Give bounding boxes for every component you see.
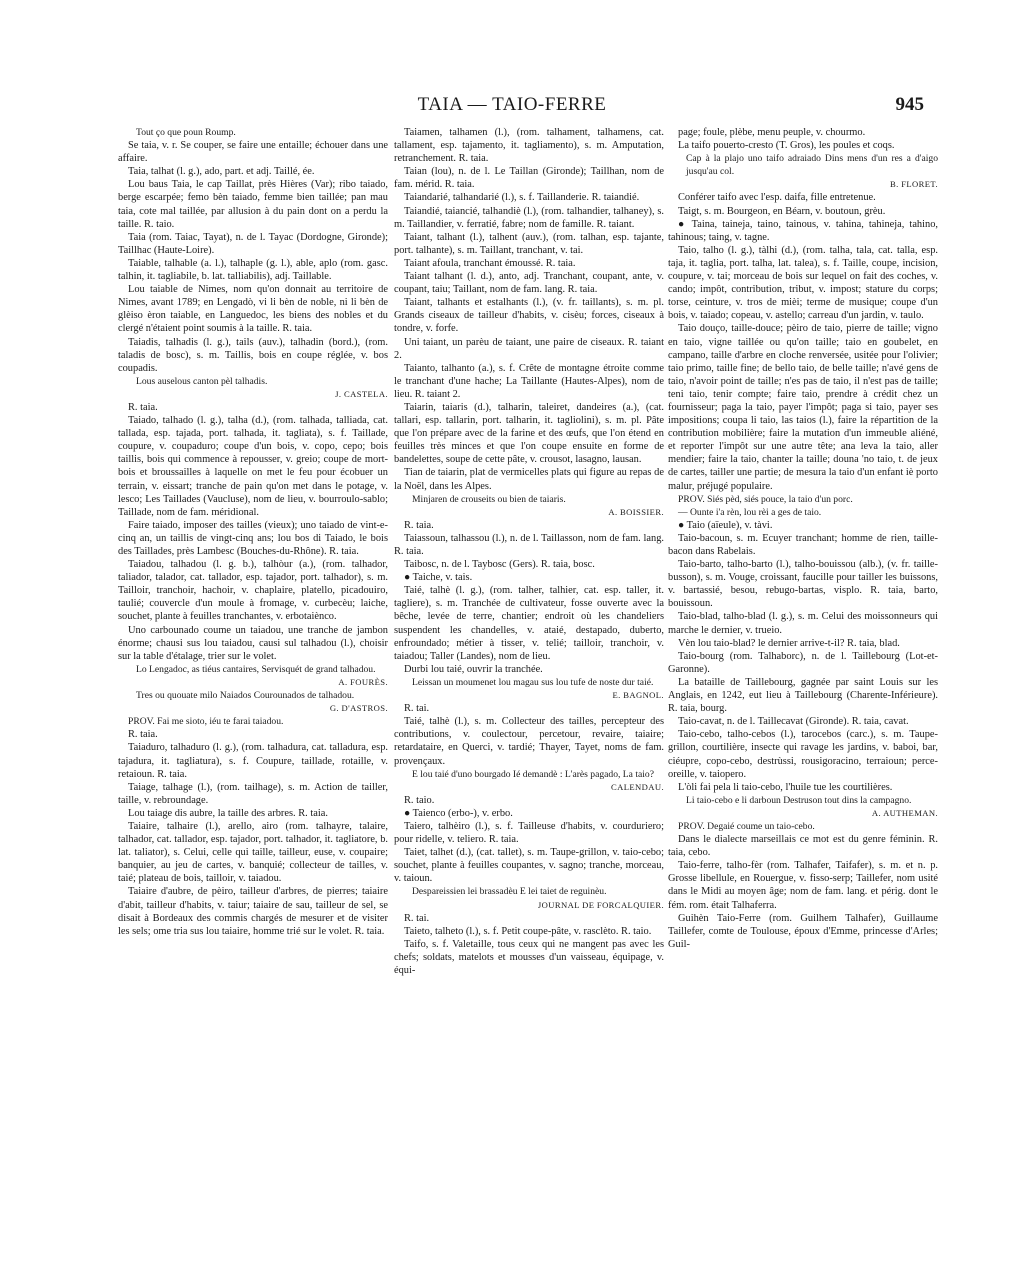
dictionary-entry: Vèn lou taio-blad? le dernier arrive-t-il? R. taia, blad. <box>678 637 900 649</box>
dictionary-entry: Taifo, s. f. Valetaille, tous ceux qui ne mangent pas avec les chefs; soldats, matelots et mousses d'un vaisseau, équipage, v. équi- <box>394 938 664 976</box>
dictionary-entry: Taiet, talhet (d.), (cat. tallet), s. m. Taupe-grillon, v. taio-cebo; souchet, plante à feuilles coupantes, v. sagno; tranche, morceau, v. taioun. <box>394 847 664 885</box>
dictionary-entry: R. taia. <box>404 519 434 531</box>
dictionary-entry: Taio-barto, talho-barto (l.), talho-bouissou (alb.), (v. fr. taille-busson), s. m. Vouge, croissant, faucille pour tailler les buissons, v. bartassié, besou, rebugo-bartas, visplo. R. taia, barto, bouissoun. <box>668 559 938 610</box>
dictionary-entry: Taiable, talhable (a. l.), talhaple (g. l.), able, aplo (rom. gasc. talhin, it. tagliabile, b. lat. talliabilis), adj. Taillable. <box>118 257 388 283</box>
verse-quotation: Tout ço que poun Roump. <box>136 127 236 138</box>
dictionary-entry: Taiaire d'aubre, de pèiro, tailleur d'arbres, de pierres; taiaire d'abit, tailleur d'habits, v. taiur; taiaire de sau, tailleur de sel, se disait à Bordeaux des commis chargés de mesurer et de visiter les sels; ome tria sus lou taiaire, homme trié sur le volet. R. taia. <box>118 886 388 937</box>
dictionary-entry: Taié, talhè (l. g.), (rom. talher, talhier, cat. esp. taller, it. tagliere), s. m. Tranchée de cultivateur, fosse ouverte avec la bêche, levée de terre, chantier; endroit où les chandeliers suspendent les chandelles, v. ataié, destapado, duberto, enfroundado; métier à tisser, v. telié; tailloir, tranchoir, v. taiadou; Taller (Landes), nom de lieu. <box>394 585 664 662</box>
verse-quotation: Tres ou quouate milo Naiados Courounados de talhadou. <box>136 690 355 702</box>
dictionary-entry: ● Taina, taineja, taino, tainous, v. tahina, tahineja, tahino, tahinous; taing, v. tagne. <box>668 218 938 243</box>
verse-quotation: Lo Lengadoc, as tiéus cantaires, Servisquét de grand talhadou. <box>136 663 376 675</box>
dictionary-entry: Taiant, talhants et estalhants (l.), (v. fr. taillants), s. m. pl. Grands ciseaux de tailleur d'habits, v. cisèu; forces, ciseaux à tondre, v. forfe. <box>394 297 664 335</box>
dictionary-entry: R. tai. <box>404 912 430 924</box>
dictionary-entry: Taiarin, taiaris (d.), talharin, taleiret, dandeires (a.), (cat. tallari, esp. tallarin, port. talharin, it. tagliolini), s. m. pl. Pâte que l'on prépare avec de la farine et des œufs, que l'on étend en feuilles très minces et que l'on coupe ensuite en forme de bandelettes, soupe de cette pâte, v. crousot, lasagno, lausan. <box>394 401 664 466</box>
dictionary-entry: Se taia, v. r. Se couper, se faire une entaille; échouer dans une affaire. <box>118 140 388 165</box>
dictionary-entry: Taiamen, talhamen (l.), (rom. talhament, talhamens, cat. tallament, esp. tajamento, it. tagliamento), s. m. Amputation, retranchement. R. taia. <box>394 127 664 165</box>
dictionary-entry: R. tai. <box>404 703 430 715</box>
dictionary-entry: Taiant talhant (l. d.), anto, adj. Tranchant, coupant, ante, v. coupant, taiu; Taillant, nom de fam. lang. R. taia. <box>394 271 664 296</box>
dictionary-entry: Lou baus Taia, le cap Taillat, près Hières (Var); ribo taiado, berge escarpée; femo bèn taiado, femme bien taillée; pan mau taia, cote mal taillée, par allusion à du pain dont on a perdu la taille. R. taio. <box>118 179 388 230</box>
dictionary-entry: Taiadis, talhadis (l. g.), tails (auv.), talhadin (bord.), (rom. taladis de bosc), s. m. Taillis, bois en coupe réglée, v. bos coupadis. <box>118 336 388 374</box>
dictionary-entry: Taian (lou), n. de l. Le Taillan (Gironde); Taillhan, nom de fam. mérid. R. taia. <box>394 166 664 191</box>
dictionary-entry: Taiaduro, talhaduro (l. g.), (rom. talhadura, cat. talladura, esp. tajadura, it. tagliatura), s. f. Coupure, taillade, rotaille, v. retaioun. R. taia. <box>118 742 388 780</box>
dictionary-entry: R. taia. <box>128 729 158 741</box>
dictionary-entry: Taio douço, taille-douce; pèiro de taio, pierre de taille; vigno en taio, vigne taillée ou qu'on taille; taio en goubelet, en campano, taille d'arbre en cloche renversée, usitée pour l'olivier; taio primo, taille fine; de bello taio, de belle taille; n'avé gens de taio, n'avoir point de taille; n'es pas de taio, il n'est pas de taille; teni taio, tenir compte; faire taio, prendre à crédit chez un fournisseur; paga la taio, payer l'impôt; paga si taio, payer ses impositions; coupa li taio, las taios (l.), faire la répartition de la contribution mobilière; faire la mutation d'un immeuble aliéné, et reporter l'impôt sur une autre tête; ana leva la taio, aller mendier; faire la taio, chanter la taille; douna 'no taio, t. de jeux de cartes, tailler une partie; de mesura la taio d'un enfant iè porto malur, préjugé populaire. <box>668 323 938 492</box>
dictionary-entry: Taianto, talhanto (a.), s. f. Crête de montagne étroite comme le tranchant d'une hache; La Taillante (Hautes-Alpes), nom de lieu. R. taiant 2. <box>394 362 664 400</box>
dictionary-column-left <box>118 126 388 1246</box>
dictionary-entry: Taieto, talheto (l.), s. f. Petit coupe-pâte, v. rasclèto. R. taio. <box>404 925 652 937</box>
dictionary-entry: La bataille de Taillebourg, gagnée par saint Louis sur les Anglais, en 1242, eut lieu à Taillebourg (Charente-Inférieure). R. taia, bourg. <box>668 676 938 715</box>
dictionary-entry: Taio-bacoun, s. m. Ecuyer tranchant; homme de rien, taille-bacon dans Rabelais. <box>668 532 938 557</box>
verse-quotation: Cap à la plajo uno taifo adraiado Dins mens d'un res a d'aigo jusqu'au col. <box>686 153 938 178</box>
verse-quotation: E lou taié d'uno bourgado Ié demandè : L'arès pagado, La taio? <box>412 768 654 780</box>
dictionary-entry: Taiero, talhèiro (l.), s. f. Tailleuse d'habits, v. courduriero; pour ridelle, v. teliero. R. taia. <box>394 820 664 846</box>
verse-quotation: Lous auselous canton pèl talhadis. <box>136 375 268 387</box>
dictionary-entry: Taio-ferre, talho-fèr (rom. Talhafer, Taifafer), s. m. et n. p. Grosse libellule, en Rouergue, v. fisso-serp; Taillefer, nom usité dans le Midi au moyen âge; nom de fam. lang. et périg. dont le fém. rom. était Talhaferra. <box>668 860 938 911</box>
verse-quotation: Despareissien lei brassadèu E lei taiet de reguinèu. <box>412 886 607 898</box>
quotation-attribution: A. BOISSIER. <box>608 506 664 517</box>
dictionary-entry: Taiage, talhage (l.), (rom. tailhage), s. m. Action de tailler, taille, v. rebroundage. <box>118 781 388 806</box>
dictionary-entry: ● Taio (aïeule), v. tàvi. <box>678 519 773 531</box>
dictionary-entry: Uni taiant, un parèu de taiant, une paire de ciseaux. R. taiant 2. <box>394 336 664 361</box>
dictionary-column-middle <box>394 126 664 1246</box>
dictionary-entry: Dans le dialecte marseillais ce mot est du genre féminin. R. taia, cebo. <box>668 834 938 859</box>
dictionary-entry: Taio-bourg (rom. Talhaborc), n. de l. Taillebourg (Lot-et-Garonne). <box>668 650 938 675</box>
quotation-attribution: CALENDAU. <box>610 781 664 792</box>
dictionary-entry: Durbi lou taié, ouvrir la tranchée. <box>404 663 543 675</box>
dictionary-entry: Faire taiado, imposer des tailles (vieux); uno taiado de vint-e-cinq an, un taillis de vingt-cinq ans; lou bos di Taiado, le bois des Taillades, près Lambesc (Bouches-du-Rhône). R. taia. <box>118 519 388 557</box>
dictionary-entry: Taiant afoula, tranchant émoussé. R. taia. <box>404 257 576 269</box>
dictionary-entry: Taibosc, n. de l. Taybosc (Gers). R. taia, bosc. <box>404 559 595 571</box>
dictionary-entry: Taio, talho (l. g.), tàlhi (d.), (rom. talha, tala, cat. talla, esp. taja, it. taglia, port. talha, lat. talea), s. f. Taille, coupe, incision, coupure, v. tai; morceau de bois sur lequel on fait des coches, v. cando; impôt, contribution, tribut, v. impost; stature du corps; torse, ceinture, v. tros de mièi; terme de musique; coupe d'un bois, v. taiado; copeau, v. astello; carreau d'un jardin, v. taulo. <box>668 244 938 322</box>
dictionary-entry: ● Taiche, v. tais. <box>404 572 473 584</box>
dictionary-entry: Uno carbounado coume un taiadou, une tranche de jambon énorme; chausi sus lou taiadou, causi sul talhadou (l.), choisir sur la table d'étalage, trier sur le volet. <box>118 624 388 662</box>
page-header <box>0 94 1024 122</box>
verse-quotation: Leissan un moumenet lou magau sus lou tufe de noste dur taié. <box>412 676 654 688</box>
proverb: PROV. Fai me sioto, iéu te farai taiadou. <box>128 716 284 728</box>
dictionary-entry: Taiant, talhant (l.), talhent (auv.), (rom. talhan, esp. tajante, port. talhante), s. m. Taillant, tranchant, v. tai. <box>394 231 664 256</box>
verse-quotation: Minjaren de crouseits ou bien de taiaris. <box>412 493 566 505</box>
dictionary-entry: Tian de taiarin, plat de vermicelles plats qui figure au repas de la Noël, dans les Alpes. <box>394 467 664 492</box>
dictionary-entry: Taia (rom. Taiac, Tayat), n. de l. Tayac (Dordogne, Gironde); Taillhac (Haute-Loire). <box>118 231 388 256</box>
quotation-attribution: A. FOURÈS. <box>338 676 388 687</box>
dictionary-entry: Taié, talhè (l.), s. m. Collecteur des tailles, percepteur des contributions, v. coulectour, percetour, revaire, taiaire; retardataire, en Querci, v. tardié; Thayer, Tayet, noms de fam. provençaux. <box>394 716 664 767</box>
quotation-attribution: A. AUTHEMAN. <box>871 807 938 818</box>
dictionary-entry: Lou taiage dis aubre, la taille des arbres. R. taia. <box>128 807 328 819</box>
dictionary-entry: La taifo pouerto-cresto (T. Gros), les poules et coqs. <box>678 140 895 152</box>
quotation-attribution: JOURNAL DE FORCALQUIER. <box>537 899 664 910</box>
dictionary-entry: ● Taienco (erbo-), v. erbo. <box>404 807 513 819</box>
dictionary-entry: Taiandarié, talhandarié (l.), s. f. Taillanderie. R. taiandié. <box>404 192 640 204</box>
dictionary-entry: R. taio. <box>404 794 435 806</box>
dictionary-entry: Taiadou, talhadou (l. g. b.), talhòur (a.), (rom. talhador, taliador, talador, cat. tallador, esp. tajador, port. talhador), s. m. Tailloir, tranchoir, hachoir, v. chaplaire, platello, picadouiro, taulié; couvercle d'un moule à fromage, v. curbecèu; laiche, souchet, plante à feuilles tranchantes, v. erbotaiènco. <box>118 559 388 623</box>
dictionary-entry: L'òli fai pela li taio-cebo, l'huile tue les courtilières. <box>678 781 893 793</box>
verse-quotation: Li taio-cebo e li darboun Destruson tout dins la campagno. <box>686 794 912 806</box>
proverb: PROV. Degaié coume un taio-cebo. <box>678 820 815 832</box>
dictionary-entry: Taiaire, talhaire (l.), arello, airo (rom. talhayre, talaire, talhador, cat. tallador, esp. tajador, port. talhador, it. tagliatore, b. lat. taliator), s. Celui, celle qui taille, tailleur, euse, v. coupaire; banquier, au jeu de cartes, v. banquié; collecteur de tailles, v. taié; plateau de bois, tailloir, v. taiadou. <box>118 820 388 885</box>
dictionary-entry: page; foule, plèbe, menu peuple, v. chourmo. <box>678 127 866 138</box>
dictionary-column-right <box>668 126 938 1246</box>
dictionary-entry: R. taia. <box>128 401 158 413</box>
dictionary-entry: Taio-blad, talho-blad (l. g.), s. m. Celui des moissonneurs qui marche le dernier, v. trueio. <box>668 611 938 636</box>
proverb: — Ounte i'a rèn, lou rèi a ges de taio. <box>678 506 822 518</box>
quotation-attribution: J. CASTELA. <box>335 388 388 399</box>
dictionary-entry: Conférer taifo avec l'esp. daifa, fille entretenue. <box>678 192 876 204</box>
dictionary-entry: Taiandié, taiancié, talhandiè (l.), (rom. talhandier, talhaney), s. m. Taillandier, v. ferratié, fabre; nom de famille. R. taiant. <box>394 205 664 230</box>
dictionary-entry: Taigt, s. m. Bourgeon, en Béarn, v. boutoun, grèu. <box>678 205 886 217</box>
dictionary-entry: Taiado, talhado (l. g.), talha (d.), (rom. talhada, talliada, cat. tallada, esp. tajada, port. talhada, it. tagliata), s. f. Taillade, coupure, v. coupaduro; coupe d'un bois, v. copo, cepo; bois taillis, bois qui commence à repousser, v. greio; coupe de mort-bois et broussailles à laquelle on met le feu pour écobuer un terrain, v. eissart; tranche de pain qu'on met dans le potage, v. lesco; Les Taillades (Vaucluse), nom de lieu, v. bourroulo-sablo; Taillade, nom de fam. méridional. <box>118 415 388 518</box>
dictionary-entry: Taio-cebo, talho-cebos (l.), tarocebos (carc.), s. m. Taupe-grillon, courtilière, insecte qui ravage les jardins, v. baboi, bar, ciéupre, copo-cebo, destrùssi, rousigoracino, terraioun; perce-oreille, v. taiopero. <box>668 729 938 780</box>
quotation-attribution: B. FLORET. <box>889 179 938 190</box>
proverb: PROV. Siés pèd, siés pouce, la taio d'un porc. <box>678 493 853 505</box>
dictionary-entry: Guihèn Taio-Ferre (rom. Guilhem Talhafer), Guillaume Taillefer, comte de Toulouse, époux d'Emme, princesse d'Arles; Guil- <box>668 912 938 950</box>
dictionary-entry: Taio-cavat, n. de l. Taillecavat (Gironde). R. taia, cavat. <box>678 716 909 728</box>
quotation-attribution: G. D'ASTROS. <box>329 703 388 714</box>
dictionary-entry: Lou taiable de Nimes, nom qu'on donnait au territoire de Nimes, avant 1789; en Lengadò, vi li bèn de noble, ni li bèn de glèiso èron taiable, en Languedoc, les biens des nobles et du clergé n'étaient point soumis à la taille. R. taia. <box>118 284 388 335</box>
dictionary-entry: Taia, talhat (l. g.), ado, part. et adj. Taillé, ée. <box>128 166 315 178</box>
dictionary-entry: Taiassoun, talhassou (l.), n. de l. Taillasson, nom de fam. lang. R. taia. <box>394 532 664 557</box>
page-number: 945 <box>895 94 924 115</box>
quotation-attribution: E. BAGNOL. <box>612 690 664 701</box>
running-title: TAIA — TAIO-FERRE <box>417 94 607 115</box>
